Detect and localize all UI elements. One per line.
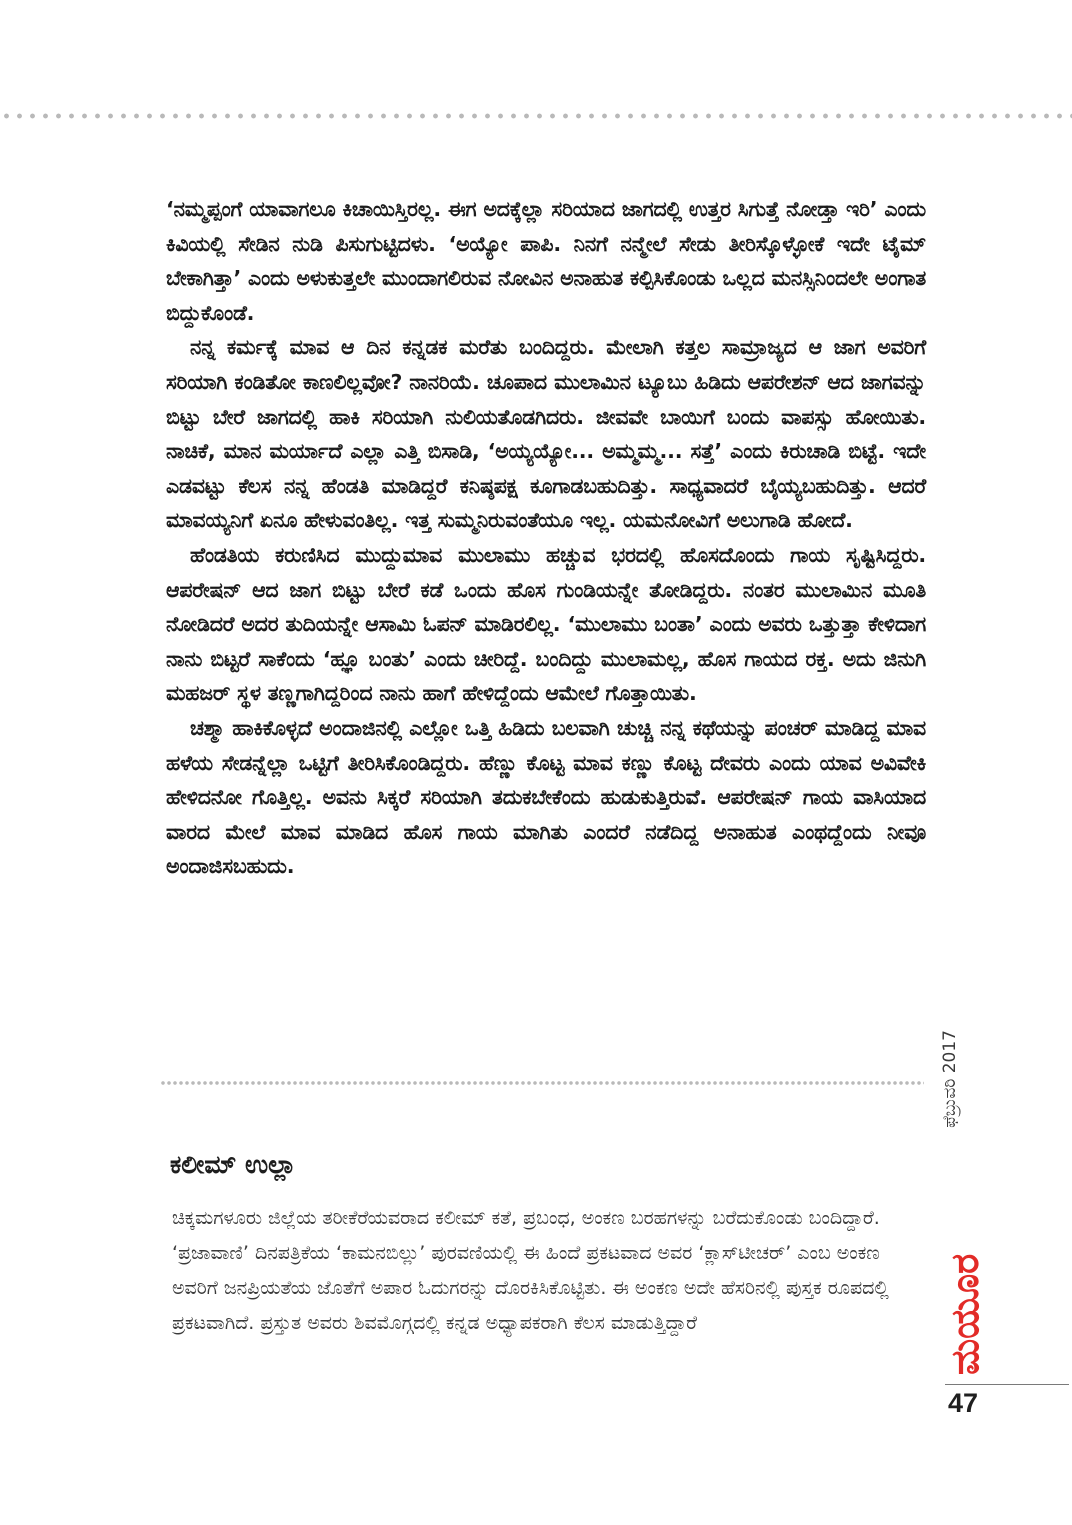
page-number-rule — [945, 1384, 1069, 1385]
author-name: ಕಲೀಮ್ ಉಲ್ಲಾ — [170, 1150, 297, 1179]
section-dotted-divider — [160, 1080, 924, 1086]
story-paragraph: ‘ನಮ್ಮಪ್ಪಂಗೆ ಯಾವಾಗಲೂ ಕಿಚಾಯಿಸ್ತಿರಲ್ಲ. ಈಗ ಅದಕ್ಕೆಲ್ಲಾ ಸರಿಯಾದ ಜಾಗದಲ್ಲಿ ಉತ್ತರ ಸಿಗುತ್ತೆ ನೋಡ್ತಾ ಇರಿ’ ಎಂದು ಕಿವಿಯಲ್ಲಿ ಸೇಡಿನ ನುಡಿ ಪಿಸುಗುಟ್ಟಿದಳು. ‘ಅಯ್ಯೋ ಪಾಪಿ. ನಿನಗೆ ನನ್ಮೇಲೆ ಸೇಡು ತೀರಿಸ್ಕೊಳ್ಳೋಕೆ ಇದೇ ಟೈಮ್ ಬೇಕಾಗಿತ್ತಾ’ ಎಂದು ಅಳುಕುತ್ತಲೇ ಮುಂದಾಗಲಿರುವ ನೋವಿನ ಅನಾಹುತ ಕಲ್ಪಿಸಿಕೊಂಡು ಒಲ್ಲದ ಮನಸ್ಸಿನಿಂದಲೇ ಅಂಗಾತ ಬಿದ್ದುಕೊಂಡೆ. — [166, 197, 926, 325]
story-paragraph: ನನ್ನ ಕರ್ಮಕ್ಕೆ ಮಾವ ಆ ದಿನ ಕನ್ನಡಕ ಮರೆತು ಬಂದಿದ್ದರು. ಮೇಲಾಗಿ ಕತ್ತಲ ಸಾಮ್ರಾಜ್ಯದ ಆ ಜಾಗ ಅವರಿಗೆ ಸರಿಯಾಗಿ ಕಂಡಿತೋ ಕಾಣಲಿಲ್ಲವೋ? ನಾನರಿಯೆ. ಚೂಪಾದ ಮುಲಾಮಿನ ಟ್ಯೂಬು ಹಿಡಿದು ಆಪರೇಶನ್ ಆದ ಜಾಗವನ್ನು ಬಿಟ್ಟು ಬೇರೆ ಜಾಗದಲ್ಲಿ ಹಾಕಿ ಸರಿಯಾಗಿ ನುಲಿಯತೊಡಗಿದರು. ಜೀವವೇ ಬಾಯಿಗೆ ಬಂದು ವಾಪಸ್ಸು ಹೋಯಿತು. ನಾಚಿಕೆ, ಮಾನ ಮರ್ಯಾದೆ ಎಲ್ಲಾ ಎತ್ತಿ ಬಿಸಾಡಿ, ‘ಅಯ್ಯಯ್ಯೋ... ಅಮ್ಮಮ್ಮ... ಸತ್ತೆ’ ಎಂದು ಕಿರುಚಾಡಿ ಬಿಟ್ಟೆ. ಇದೇ ಎಡವಟ್ಟು ಕೆಲಸ ನನ್ನ ಹೆಂಡತಿ ಮಾಡಿದ್ದರೆ ಕನಿಷ್ಠಪಕ್ಷ ಕೂಗಾಡಬಹುದಿತ್ತು. ಸಾಧ್ಯವಾದರೆ ಬೈಯ್ಯಬಹುದಿತ್ತು. ಆದರೆ ಮಾವಯ್ಯನಿಗೆ ಏನೂ ಹೇಳುವಂತಿಲ್ಲ. ಇತ್ತ ಸುಮ್ಮನಿರುವಂತೆಯೂ ಇಲ್ಲ. ಯಮನೋವಿಗೆ ಅಲುಗಾಡಿ ಹೋದೆ. — [166, 335, 926, 533]
story-paragraph: ಚಶ್ಮಾ ಹಾಕಿಕೊಳ್ಳದೆ ಅಂದಾಜಿನಲ್ಲಿ ಎಲ್ಲೋ ಒತ್ತಿ ಹಿಡಿದು ಬಲವಾಗಿ ಚುಚ್ಚಿ ನನ್ನ ಕಥೆಯನ್ನು ಪಂಚರ್ ಮಾಡಿದ್ದ ಮಾವ ಹಳೆಯ ಸೇಡನ್ನೆಲ್ಲಾ ಒಟ್ಟಿಗೆ ತೀರಿಸಿಕೊಂಡಿದ್ದರು. ಹೆಣ್ಣು ಕೊಟ್ಟ ಮಾವ ಕಣ್ಣು ಕೊಟ್ಟ ದೇವರು ಎಂದು ಯಾವ ಅವಿವೇಕಿ ಹೇಳಿದನೋ ಗೊತ್ತಿಲ್ಲ. ಅವನು ಸಿಕ್ಕರೆ ಸರಿಯಾಗಿ ತದುಕಬೇಕೆಂದು ಹುಡುಕುತ್ತಿರುವೆ. ಆಪರೇಷನ್ ಗಾಯ ವಾಸಿಯಾದ ವಾರದ ಮೇಲೆ ಮಾವ ಮಾಡಿದ ಹೊಸ ಗಾಯ ಮಾಗಿತು ಎಂದರೆ ನಡೆದಿದ್ದ ಅನಾಹುತ ಎಂಥದ್ದೆಂದು ನೀವೂ ಅಂದಾಜಿಸಬಹುದು. — [166, 715, 926, 879]
story-paragraph: ಹೆಂಡತಿಯ ಕರುಣಿಸಿದ ಮುದ್ದುಮಾವ ಮುಲಾಮು ಹಚ್ಚುವ ಭರದಲ್ಲಿ ಹೊಸದೊಂದು ಗಾಯ ಸೃಷ್ಟಿಸಿದ್ದರು. ಆಪರೇಷನ್ ಆದ ಜಾಗ ಬಿಟ್ಟು ಬೇರೆ ಕಡೆ ಒಂದು ಹೊಸ ಗುಂಡಿಯನ್ನೇ ತೋಡಿದ್ದರು. ನಂತರ ಮುಲಾಮಿನ ಮೂತಿ ನೋಡಿದರೆ ಅದರ ತುದಿಯನ್ನೇ ಆಸಾಮಿ ಓಪನ್ ಮಾಡಿರಲಿಲ್ಲ. ‘ಮುಲಾಮು ಬಂತಾ’ ಎಂದು ಅವರು ಒತ್ತುತ್ತಾ ಕೇಳಿದಾಗ ನಾನು ಬಿಟ್ಟರೆ ಸಾಕೆಂದು ‘ಹ್ಞೂ ಬಂತು’ ಎಂದು ಚೀರಿದ್ದೆ. ಬಂದಿದ್ದು ಮುಲಾಮಲ್ಲ, ಹೊಸ ಗಾಯದ ರಕ್ತ. ಅದು ಜಿನುಗಿ ಮಹಜರ್ ಸ್ಥಳ ತಣ್ಣಗಾಗಿದ್ದರಿಂದ ನಾನು ಹಾಗೆ ಹೇಳಿದ್ದೆಂದು ಆಮೇಲೆ ಗೊತ್ತಾಯಿತು. — [166, 542, 926, 706]
magazine-logo: ಮಯೂರ — [943, 1253, 987, 1375]
author-bio: ಚಿಕ್ಕಮಗಳೂರು ಜಿಲ್ಲೆಯ ತರೀಕೆರೆಯವರಾದ ಕಲೀಮ್ ಕತೆ, ಪ್ರಬಂಧ, ಅಂಕಣ ಬರಹಗಳನ್ನು ಬರೆದುಕೊಂಡು ಬಂದಿದ್ದಾರೆ. ‘ಪ್ರಜಾವಾಣಿ’ ದಿನಪತ್ರಿಕೆಯ ‘ಕಾಮನಬಿಲ್ಲು’ ಪುರವಣಿಯಲ್ಲಿ ಈ ಹಿಂದೆ ಪ್ರಕಟವಾದ ಅವರ ‘ಕ್ಲಾಸ್‌ಟೀಚರ್’ ಎಂಬ ಅಂಕಣ ಅವರಿಗೆ ಜನಪ್ರಿಯತೆಯ ಜೊತೆಗೆ ಅಪಾರ ಓದುಗರನ್ನು ದೊರಕಿಸಿಕೊಟ್ಟಿತು. ಈ ಅಂಕಣ ಅದೇ ಹೆಸರಿನಲ್ಲಿ ಪುಸ್ತಕ ರೂಪದಲ್ಲಿ ಪ್ರಕಟವಾಗಿದೆ. ಪ್ರಸ್ತುತ ಅವರು ಶಿವಮೊಗ್ಗದಲ್ಲಿ ಕನ್ನಡ ಅಧ್ಯಾಪಕರಾಗಿ ಕೆಲಸ ಮಾಡುತ್ತಿದ್ದಾರೆ — [172, 1207, 889, 1334]
page-number: 47 — [948, 1388, 979, 1418]
issue-date: ಫೆಬ್ರುವರಿ 2017 — [940, 1030, 960, 1128]
top-dotted-divider — [0, 112, 1072, 120]
story-body — [166, 192, 926, 884]
